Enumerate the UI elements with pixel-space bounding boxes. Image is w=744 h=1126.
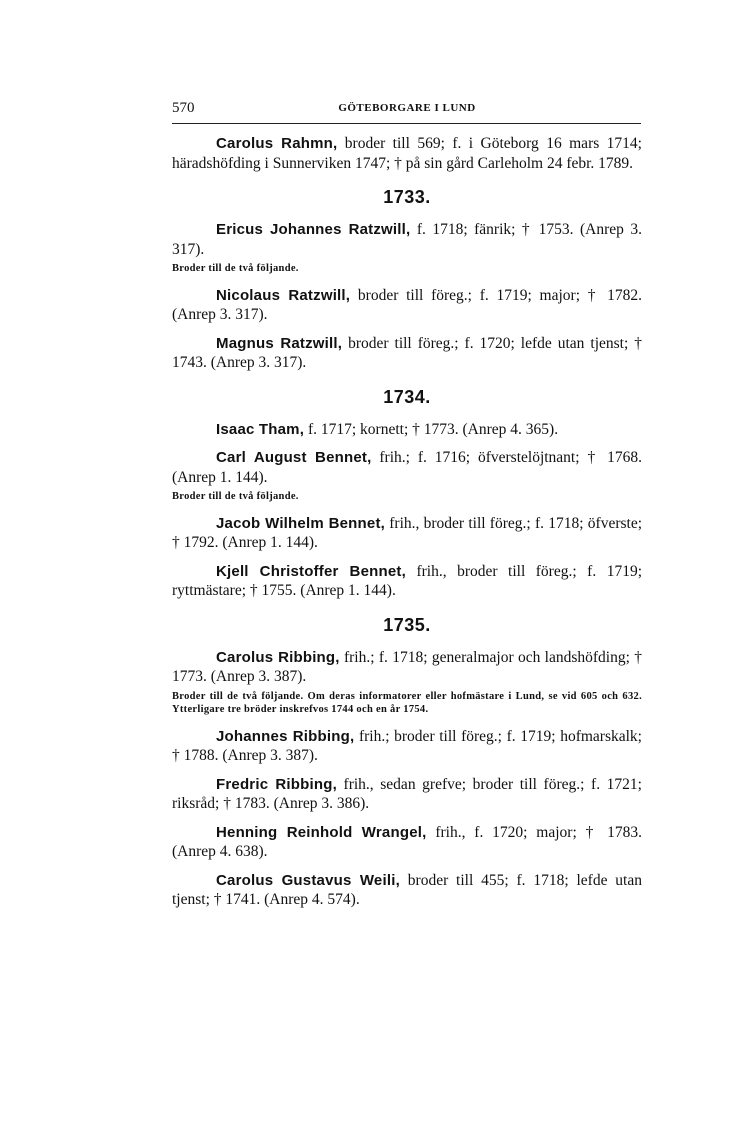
register-entry: [172, 286, 642, 325]
entry-note: Broder till de två följande.: [172, 491, 299, 502]
register-entry: [172, 648, 642, 687]
register-entry: [172, 727, 642, 766]
page-body: [172, 134, 642, 919]
running-head: [172, 100, 642, 120]
entry-text: f. 1718; fänrik; † 1753. (Anrep 3. 317).: [172, 221, 642, 258]
person-name: Henning Reinhold Wrangel,: [216, 823, 427, 841]
person-name: Johannes Ribbing,: [216, 727, 355, 745]
person-name: Magnus Ratzwill,: [216, 334, 343, 352]
register-entry: [172, 823, 642, 862]
register-entry: [172, 448, 642, 487]
person-name: Fredric Ribbing,: [216, 775, 337, 793]
person-name: Nicolaus Ratzwill,: [216, 286, 351, 304]
person-name: Ericus Johannes Ratzwill,: [216, 221, 411, 238]
register-entry: [172, 871, 642, 910]
entry-text: broder till 569; f. i Göteborg 16 mars 1714; häradshöfding i Sunnerviken 1747; † på sin gård Carleholm 24 febr. 1789.: [172, 135, 642, 172]
entry-text: broder till 455; f. 1718; lefde utan tjenst; † 1741. (Anrep 4. 574).: [172, 871, 642, 908]
person-name: Carolus Rahmn,: [216, 135, 338, 152]
running-title: GÖTEBORGARE I LUND: [338, 102, 476, 114]
entry-text: frih.; f. 1718; generalmajor och landshöfding; † 1773. (Anrep 3. 387).: [172, 648, 642, 685]
register-entry: [172, 562, 642, 601]
entry-text: frih.; f. 1716; öfverstelöjtnant; † 1768. (Anrep 1. 144).: [172, 449, 642, 486]
entry-text: broder till föreg.; f. 1719; major; † 1782. (Anrep 3. 317).: [172, 286, 642, 323]
year-heading: 1733.: [383, 187, 431, 207]
person-name: Carolus Ribbing,: [216, 648, 340, 666]
register-entry: [172, 420, 642, 440]
entry-note: Broder till de två följande.: [172, 263, 299, 274]
person-name: Carl August Bennet,: [216, 449, 372, 466]
register-entry: [172, 220, 642, 259]
register-entry: [172, 514, 642, 553]
person-name: Kjell Christoffer Bennet,: [216, 562, 406, 580]
year-heading: 1734.: [383, 386, 431, 407]
entry-text: frih.; broder till föreg.; f. 1719; hofmarskalk; † 1788. (Anrep 3. 387).: [172, 727, 642, 764]
person-name: Carolus Gustavus Weili,: [216, 871, 400, 889]
entry-text: frih., f. 1720; major; † 1783. (Anrep 4. 638).: [172, 823, 643, 860]
register-entry: [172, 334, 642, 373]
person-name: Jacob Wilhelm Bennet,: [216, 514, 386, 532]
entry-text: frih., broder till föreg.; f. 1718; öfverste; † 1792. (Anrep 1. 144).: [172, 514, 643, 551]
entry-note: Broder till de två följande. Om deras informatorer eller hofmästare i Lund, se vid 605 och 632. Ytterligare tre bröder inskrefvos 1744 och en år 1754.: [172, 690, 642, 715]
entry-text: broder till föreg.; f. 1720; lefde utan tjenst; † 1743. (Anrep 3. 317).: [172, 334, 642, 371]
header-rule: [172, 123, 641, 124]
entry-text: frih., sedan grefve; broder till föreg.; f. 1721; riksråd; † 1783. (Anrep 3. 386).: [172, 775, 642, 812]
register-entry: [172, 134, 642, 173]
entry-text: frih., broder till föreg.; f. 1719; ryttmästare; † 1755. (Anrep 1. 144).: [172, 562, 643, 599]
year-heading: 1735.: [383, 614, 431, 635]
page-number: 570: [172, 100, 195, 116]
entry-text: f. 1717; kornett; † 1773. (Anrep 4. 365).: [304, 420, 559, 438]
person-name: Isaac Tham,: [216, 420, 305, 438]
register-entry: [172, 775, 642, 814]
